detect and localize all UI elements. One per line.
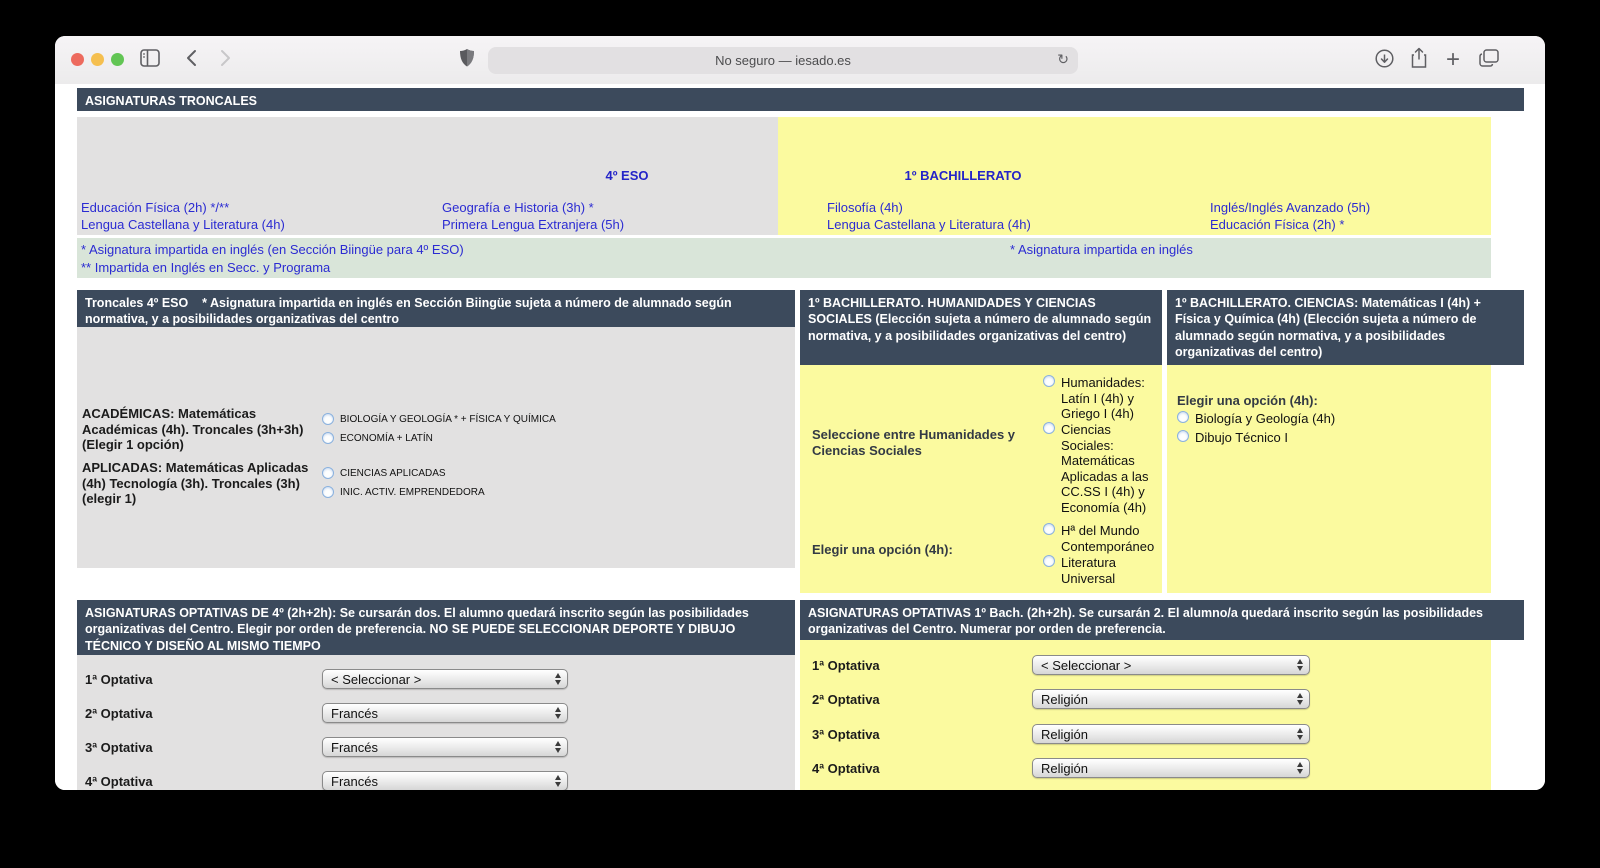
bach-troncales-cell bbox=[778, 117, 1491, 235]
select-stepper-icon bbox=[1291, 726, 1308, 742]
select-stepper-icon bbox=[549, 671, 566, 687]
forward-icon[interactable] bbox=[220, 49, 231, 67]
footnote-text: ** Impartida en Inglés en Secc. y Programa bbox=[81, 260, 331, 275]
sidebar-toggle-icon[interactable] bbox=[140, 49, 160, 67]
close-icon[interactable] bbox=[71, 53, 84, 66]
subject-link[interactable]: Educación Física (2h) * bbox=[1210, 217, 1345, 232]
radio-icon[interactable] bbox=[322, 486, 334, 498]
optativa-select[interactable]: Francés bbox=[322, 703, 568, 723]
reload-icon[interactable]: ↻ bbox=[1057, 51, 1069, 67]
radio-option[interactable]: CIENCIAS APLICADAS bbox=[322, 467, 446, 480]
radio-icon[interactable] bbox=[322, 413, 334, 425]
radio-option[interactable]: Ciencias Sociales: Matemáticas Aplicadas a las CC.SS I (4h) y Economía (4h) bbox=[1043, 422, 1155, 515]
share-icon[interactable] bbox=[1410, 47, 1428, 69]
address-text: No seguro — iesado.es bbox=[715, 53, 851, 68]
subject-link[interactable]: Geografía e Historia (3h) * bbox=[442, 200, 594, 215]
optativas-eso-body bbox=[77, 655, 795, 790]
select-stepper-icon bbox=[1291, 760, 1308, 776]
group-label: APLICADAS: Matemáticas Aplicadas (4h) Tecnología (3h). Troncales (3h) (elegir 1) bbox=[82, 460, 309, 506]
footnote-text: * Asignatura impartida en inglés bbox=[1010, 242, 1193, 257]
optativas-eso-header: ASIGNATURAS OPTATIVAS DE 4º (2h+2h): Se cursarán dos. El alumno quedará inscrito según las posibilidades organizativas del Centro. Elegir por orden de preferencia. NO SE PUEDE SELECCIONAR DEPORTE Y DIBUJO TÉCNICO Y DISEÑO AL MISMO TIEMPO bbox=[77, 600, 795, 655]
new-tab-icon[interactable]: + bbox=[1446, 46, 1461, 73]
troncales-section-header: ASIGNATURAS TRONCALES bbox=[77, 88, 1524, 111]
select-stepper-icon bbox=[1291, 657, 1308, 673]
troncales4-header: Troncales 4º ESO * Asignatura impartida en inglés en Sección Biingüe sujeta a número de alumnado según normativa, y a posibilidades organizativas del centro bbox=[77, 290, 795, 327]
optativas-bach-header: ASIGNATURAS OPTATIVAS 1º Bach. (2h+2h). Se cursarán 2. El alumno/a quedará inscrito según las posibilidades organizativas del Centro. Numerar por orden de preferencia. bbox=[800, 600, 1524, 640]
downloads-icon[interactable] bbox=[1375, 49, 1394, 68]
subject-link[interactable]: Filosofía (4h) bbox=[827, 200, 903, 215]
optativa-select[interactable]: Francés bbox=[322, 771, 568, 790]
radio-option[interactable]: ECONOMÍA + LATÍN bbox=[322, 432, 433, 445]
bach-ciencias-body bbox=[1167, 365, 1491, 593]
radio-icon[interactable] bbox=[1177, 411, 1189, 423]
radio-icon[interactable] bbox=[1043, 422, 1055, 434]
optativa-row-label: 2ª Optativa bbox=[812, 692, 880, 707]
select-humanidades-label: Seleccione entre Humanidades y Ciencias Sociales bbox=[812, 427, 1016, 458]
bach-column-title: 1º BACHILLERATO bbox=[904, 168, 1022, 183]
radio-option[interactable]: Biología y Geología (4h) bbox=[1177, 411, 1335, 427]
select-stepper-icon bbox=[549, 705, 566, 721]
radio-icon[interactable] bbox=[1043, 375, 1055, 387]
zoom-icon[interactable] bbox=[111, 53, 124, 66]
optativa-row-label: 3ª Optativa bbox=[812, 727, 880, 742]
browser-window bbox=[55, 36, 1545, 790]
tab-overview-icon[interactable] bbox=[1479, 49, 1499, 67]
optativa-select[interactable]: Religión bbox=[1032, 758, 1310, 778]
select-stepper-icon bbox=[549, 739, 566, 755]
optativa-select[interactable]: < Seleccionar > bbox=[1032, 655, 1310, 675]
optativa-row-label: 1ª Optativa bbox=[812, 658, 880, 673]
optativa-select[interactable]: < Seleccionar > bbox=[322, 669, 568, 689]
elegir-opcion-label: Elegir una opción (4h): bbox=[812, 542, 953, 557]
address-bar[interactable] bbox=[488, 47, 1078, 74]
subject-link[interactable]: Primera Lengua Extranjera (5h) bbox=[442, 217, 625, 232]
select-stepper-icon bbox=[1291, 691, 1308, 707]
radio-icon[interactable] bbox=[322, 467, 334, 479]
select-stepper-icon bbox=[549, 773, 566, 789]
optativa-select[interactable]: Francés bbox=[322, 737, 568, 757]
bach-humanidades-body bbox=[800, 365, 1162, 593]
optativas-bach-body bbox=[800, 640, 1491, 790]
bach-ciencias-header: 1º BACHILLERATO. CIENCIAS: Matemáticas I (4h) + Física y Química (4h) (Elección sujeta a número de alumnado según normativa, y a posibilidades organizativas del centro) bbox=[1167, 290, 1524, 365]
bach-humanidades-header: 1º BACHILLERATO. HUMANIDADES Y CIENCIAS SOCIALES (Elección sujeta a número de alumnado según normativa, y a posibilidades organizativas del centro) bbox=[800, 290, 1162, 365]
minimize-icon[interactable] bbox=[91, 53, 104, 66]
optativa-select[interactable]: Religión bbox=[1032, 724, 1310, 744]
subject-link[interactable]: Lengua Castellana y Literatura (4h) bbox=[827, 217, 1031, 232]
optativa-row-label: 2ª Optativa bbox=[85, 706, 153, 721]
subject-link[interactable]: Inglés/Inglés Avanzado (5h) bbox=[1210, 200, 1371, 215]
radio-option[interactable]: Dibujo Técnico I bbox=[1177, 430, 1288, 446]
privacy-shield-icon[interactable] bbox=[459, 48, 475, 68]
optativa-select[interactable]: Religión bbox=[1032, 689, 1310, 709]
radio-option[interactable]: Literatura Universal bbox=[1043, 555, 1155, 586]
optativa-row-label: 1ª Optativa bbox=[85, 672, 153, 687]
radio-option[interactable]: INIC. ACTIV. EMPRENDEDORA bbox=[322, 486, 485, 499]
troncales4-body bbox=[77, 327, 795, 568]
radio-icon[interactable] bbox=[1177, 430, 1189, 442]
eso-column-title: 4º ESO bbox=[605, 168, 649, 183]
web-page bbox=[55, 84, 1545, 790]
eso-troncales-cell bbox=[77, 117, 778, 235]
footnotes-band bbox=[77, 238, 1491, 278]
radio-icon[interactable] bbox=[1043, 523, 1055, 535]
radio-option[interactable]: Hª del Mundo Contemporáneo bbox=[1043, 523, 1155, 554]
radio-icon[interactable] bbox=[322, 432, 334, 444]
radio-option[interactable]: BIOLOGÍA Y GEOLOGÍA * + FÍSICA Y QUÍMICA bbox=[322, 413, 556, 426]
optativa-row-label: 4ª Optativa bbox=[812, 761, 880, 776]
radio-icon[interactable] bbox=[1043, 555, 1055, 567]
elegir-opcion-label: Elegir una opción (4h): bbox=[1177, 393, 1318, 408]
radio-option[interactable]: Humanidades: Latín I (4h) y Griego I (4h) bbox=[1043, 375, 1155, 422]
back-icon[interactable] bbox=[186, 49, 197, 67]
subject-link[interactable]: Lengua Castellana y Literatura (4h) bbox=[81, 217, 285, 232]
browser-titlebar bbox=[55, 36, 1545, 85]
group-label: ACADÉMICAS: Matemáticas Académicas (4h). Troncales (3h+3h) (Elegir 1 opción) bbox=[82, 406, 304, 452]
subject-link[interactable]: Educación Física (2h) */** bbox=[81, 200, 230, 215]
footnote-text: * Asignatura impartida en inglés (en Sección Biingüe para 4º ESO) bbox=[81, 242, 464, 257]
optativa-row-label: 4ª Optativa bbox=[85, 774, 153, 789]
optativa-row-label: 3ª Optativa bbox=[85, 740, 153, 755]
